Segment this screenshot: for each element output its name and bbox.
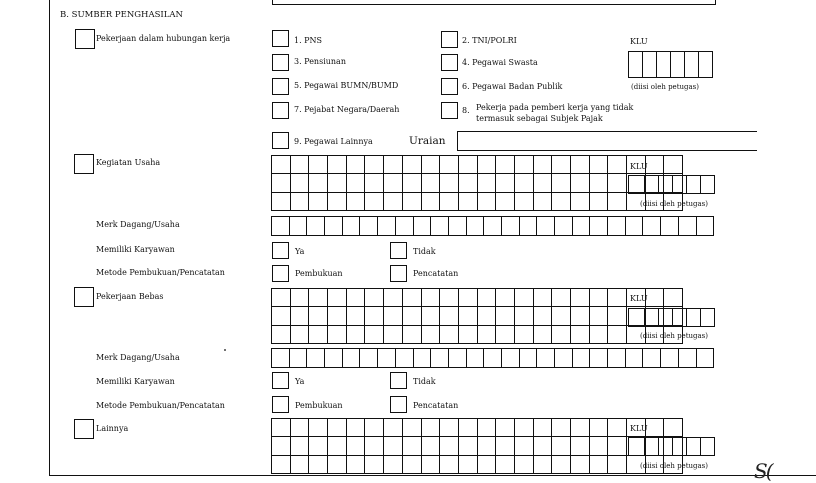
business-employees-yes-checkbox[interactable] <box>272 242 289 259</box>
freelance-employees-yes-checkbox[interactable] <box>272 372 289 389</box>
business-recording-checkbox[interactable] <box>390 265 407 282</box>
option-pensiunan-checkbox[interactable] <box>272 54 289 71</box>
business-klu-boxes[interactable] <box>628 175 715 194</box>
other-description-grid[interactable] <box>271 418 683 474</box>
business-checkbox[interactable] <box>74 154 94 174</box>
option-swasta-label: 4. Pegawai Swasta <box>462 58 538 67</box>
employment-label: Pekerjaan dalam hubungan kerja <box>96 34 231 43</box>
freelance-bookkeeping-label: Pembukuan <box>295 401 343 410</box>
employment-klu-boxes[interactable] <box>628 51 713 78</box>
option-lainnya-checkbox[interactable] <box>272 132 289 149</box>
option-bumn-checkbox[interactable] <box>272 78 289 95</box>
business-klu-note: (diisi oleh petugas) <box>640 200 708 208</box>
business-employees-yes-label: Ya <box>295 247 305 256</box>
freelance-employees-yes-label: Ya <box>295 377 305 386</box>
other-klu-boxes[interactable] <box>628 437 715 456</box>
freelance-bookkeeping-checkbox[interactable] <box>272 396 289 413</box>
option-swasta-checkbox[interactable] <box>441 54 458 71</box>
option-badan-publik-checkbox[interactable] <box>441 78 458 95</box>
uraian-input[interactable] <box>457 131 757 151</box>
freelance-recording-checkbox[interactable] <box>390 396 407 413</box>
other-klu-label: KLU <box>630 424 648 433</box>
freelance-klu-label: KLU <box>630 294 648 303</box>
freelance-employees-no-label: Tidak <box>413 377 436 386</box>
uraian-label: Uraian <box>409 135 446 147</box>
business-brand-boxes[interactable] <box>271 216 714 236</box>
section-title: B. SUMBER PENGHASILAN <box>60 10 183 20</box>
business-bookkeeping-checkbox[interactable] <box>272 265 289 282</box>
employment-klu-note: (diisi oleh petugas) <box>631 83 699 91</box>
other-checkbox[interactable] <box>74 419 94 439</box>
option-8-number: 8. <box>462 106 470 115</box>
freelance-description-grid[interactable] <box>271 288 683 344</box>
business-employees-label: Memiliki Karyawan <box>96 245 175 254</box>
freelance-label: Pekerjaan Bebas <box>96 292 164 301</box>
business-klu-label: KLU <box>630 162 648 171</box>
option-lainnya-label: 9. Pegawai Lainnya <box>294 137 373 146</box>
business-description-grid[interactable] <box>271 155 683 211</box>
option-pns-label: 1. PNS <box>294 36 323 45</box>
freelance-klu-boxes[interactable] <box>628 308 715 327</box>
option-non-subjek-label-line2: termasuk sebagai Subjek Pajak <box>476 114 603 123</box>
option-pensiunan-label: 3. Pensiunan <box>294 57 346 66</box>
business-employees-no-label: Tidak <box>413 247 436 256</box>
option-tni-label: 2. TNI/POLRI <box>462 36 517 45</box>
other-label: Lainnya <box>96 424 129 433</box>
freelance-employees-label: Memiliki Karyawan <box>96 377 175 386</box>
option-pejabat-label: 7. Pejabat Negara/Daerah <box>294 105 400 114</box>
option-badan-publik-label: 6. Pegawai Badan Publik <box>462 82 563 91</box>
option-pns-checkbox[interactable] <box>272 30 289 47</box>
option-pejabat-checkbox[interactable] <box>272 102 289 119</box>
business-employees-no-checkbox[interactable] <box>390 242 407 259</box>
freelance-method-label: Metode Pembukuan/Pencatatan <box>96 401 225 410</box>
employment-checkbox[interactable] <box>75 29 95 49</box>
freelance-brand-label: Merk Dagang/Usaha <box>96 353 180 362</box>
freelance-brand-boxes[interactable] <box>271 348 714 368</box>
option-tni-checkbox[interactable] <box>441 31 458 48</box>
previous-field-box[interactable] <box>272 0 716 5</box>
freelance-recording-label: Pencatatan <box>413 401 459 410</box>
business-bookkeeping-label: Pembukuan <box>295 269 343 278</box>
business-recording-label: Pencatatan <box>413 269 459 278</box>
stray-mark <box>224 349 226 351</box>
option-non-subjek-checkbox[interactable] <box>441 102 458 119</box>
employment-klu-label: KLU <box>630 37 648 46</box>
option-bumn-label: 5. Pegawai BUMN/BUMD <box>294 81 399 90</box>
business-method-label: Metode Pembukuan/Pencatatan <box>96 268 225 277</box>
freelance-checkbox[interactable] <box>74 287 94 307</box>
business-brand-label: Merk Dagang/Usaha <box>96 220 180 229</box>
freelance-klu-note: (diisi oleh petugas) <box>640 332 708 340</box>
business-label: Kegiatan Usaha <box>96 158 161 167</box>
other-klu-note: (diisi oleh petugas) <box>640 462 708 470</box>
handwritten-initials: S( <box>754 459 772 483</box>
freelance-employees-no-checkbox[interactable] <box>390 372 407 389</box>
option-non-subjek-label-line1: Pekerja pada pemberi kerja yang tidak <box>476 103 634 112</box>
